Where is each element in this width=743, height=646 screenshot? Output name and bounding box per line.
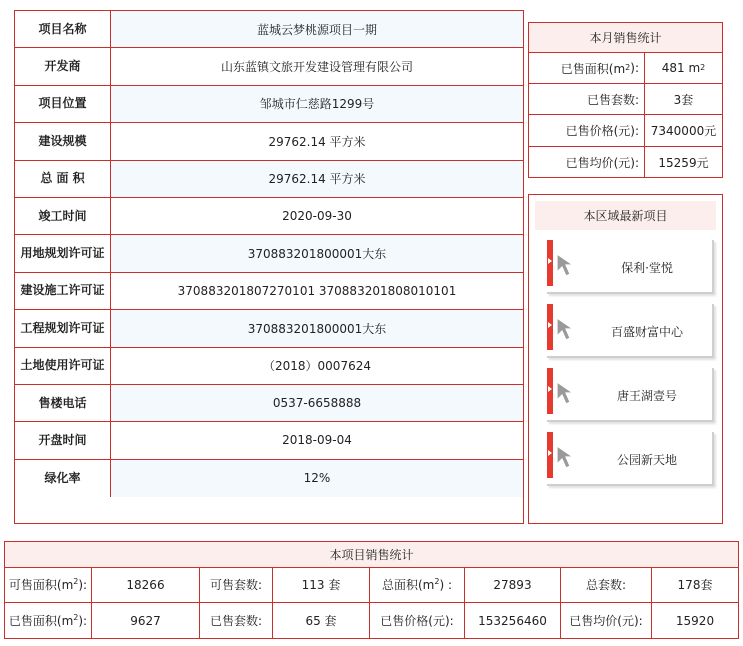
sold-area-value: 9627 bbox=[92, 603, 200, 638]
info-row-land-plan-permit bbox=[15, 235, 523, 272]
sellable-units-value: 113 套 bbox=[273, 568, 370, 602]
sellable-units-label: 可售套数: bbox=[200, 568, 273, 602]
info-value: 29762.14 平方米 bbox=[268, 134, 366, 149]
project-stats-title: 本项目销售统计 bbox=[5, 542, 738, 568]
label-text: 总面积$(m^2)$ : bbox=[381, 577, 452, 592]
info-value: 370883201800001大东 bbox=[111, 310, 523, 346]
info-row-location bbox=[15, 86, 523, 123]
info-value: 0537-6658888 bbox=[111, 385, 523, 421]
total-units-value: 178套 bbox=[677, 578, 713, 592]
sold-units-label: 已售套数: bbox=[200, 603, 273, 638]
monthly-sold-units-value: 3套 bbox=[673, 92, 694, 107]
area-new-projects bbox=[528, 194, 723, 524]
info-row-construction-permit bbox=[15, 273, 523, 310]
info-label: 总 面 积 bbox=[15, 161, 111, 197]
project-name: 保利·堂悦 bbox=[621, 260, 673, 275]
accent-bar bbox=[547, 304, 553, 350]
info-row-sales-phone bbox=[15, 385, 523, 422]
info-label: 竣工时间 bbox=[15, 198, 111, 234]
sellable-area-value: 18266 bbox=[92, 568, 200, 602]
monthly-avg-price-row bbox=[529, 147, 722, 178]
info-value: 370883201807270101 370883201808010101 bbox=[177, 283, 457, 298]
monthly-sold-area-label: 已售面积(m 2 ): bbox=[529, 53, 645, 83]
project-stats-row-sold bbox=[5, 603, 738, 638]
cursor-arrow-icon bbox=[555, 444, 577, 470]
cursor-arrow-icon bbox=[555, 380, 577, 406]
sold-area-label bbox=[5, 603, 92, 638]
project-info-table bbox=[14, 10, 524, 524]
label-text: 已售面积(m bbox=[560, 61, 626, 76]
info-value: 370883201800001大东 bbox=[111, 235, 523, 271]
info-row-land-use-permit bbox=[15, 348, 523, 385]
total-area-value: 27893 bbox=[465, 568, 561, 602]
project-sales-stats bbox=[4, 541, 739, 639]
project-name: 百盛财富中心 bbox=[610, 324, 683, 339]
monthly-sold-units-label: 已售套数: bbox=[529, 84, 645, 114]
monthly-sold-area-value: 481 m 2 bbox=[661, 61, 706, 76]
project-link-2[interactable] bbox=[547, 368, 714, 422]
info-label: 开盘时间 bbox=[15, 422, 111, 458]
project-link-1[interactable] bbox=[547, 304, 714, 358]
info-value: 2018-09-04 bbox=[282, 433, 352, 448]
total-units-label: 总套数: bbox=[561, 568, 652, 602]
label-text: 已售面积$(m^2)$: bbox=[8, 612, 88, 628]
info-label: 项目位置 bbox=[15, 86, 111, 122]
info-row-name bbox=[15, 11, 523, 48]
info-value: 山东蓝镇文旅开发建设管理有限公司 bbox=[220, 60, 413, 75]
value-text: 481 m bbox=[661, 61, 701, 76]
monthly-sales-stats bbox=[528, 22, 723, 178]
project-name: 唐王湖壹号 bbox=[616, 388, 677, 403]
label-text: 可售面积$(m^2)$: bbox=[8, 577, 88, 592]
info-value: 蓝城云梦桃源项目一期 bbox=[111, 11, 523, 47]
sold-avg-price-value: 15920 bbox=[675, 613, 715, 628]
accent-bar bbox=[547, 432, 553, 478]
monthly-sold-price-value: 7340000元 bbox=[650, 123, 717, 138]
info-label: 售楼电话 bbox=[15, 385, 111, 421]
info-label: 用地规划许可证 bbox=[15, 235, 111, 271]
cursor-arrow-icon bbox=[555, 316, 577, 342]
total-area-label bbox=[370, 568, 465, 602]
info-label: 工程规划许可证 bbox=[15, 310, 111, 346]
monthly-sold-area-row bbox=[529, 53, 722, 84]
info-label: 绿化率 bbox=[15, 460, 111, 497]
project-link-0[interactable] bbox=[547, 240, 714, 294]
info-label: 建设规模 bbox=[15, 123, 111, 159]
info-row-opening-date bbox=[15, 422, 523, 459]
sold-units-value: 65 套 bbox=[273, 603, 370, 638]
sold-price-label: 已售价格(元): bbox=[370, 603, 465, 638]
sold-avg-price-label: 已售均价(元): bbox=[561, 603, 652, 638]
monthly-stats-title: 本月销售统计 bbox=[529, 23, 722, 53]
info-row-green-rate bbox=[15, 460, 523, 497]
info-value: 12% bbox=[111, 460, 523, 497]
info-label: 建设施工许可证 bbox=[15, 273, 111, 309]
monthly-sold-price-label: 已售价格(元): bbox=[529, 115, 645, 145]
sold-price-value: 153256460 bbox=[465, 603, 561, 638]
info-value: （2018）0007624 bbox=[263, 359, 371, 374]
info-label: 土地使用许可证 bbox=[15, 348, 111, 384]
accent-bar bbox=[547, 368, 553, 414]
info-row-engineering-permit bbox=[15, 310, 523, 347]
monthly-sold-units-row bbox=[529, 84, 722, 115]
label-text: ): bbox=[630, 61, 639, 76]
monthly-avg-price-label: 已售均价(元): bbox=[529, 147, 645, 178]
info-value: 邹城市仁慈路1299号 bbox=[111, 86, 523, 122]
info-row-scale bbox=[15, 123, 523, 160]
info-label: 开发商 bbox=[15, 48, 111, 84]
project-link-3[interactable] bbox=[547, 432, 714, 486]
project-name: 公园新天地 bbox=[616, 452, 677, 467]
area-new-projects-title: 本区域最新项目 bbox=[535, 201, 716, 230]
monthly-avg-price-value: 15259元 bbox=[658, 155, 709, 170]
accent-bar bbox=[547, 240, 553, 286]
cursor-arrow-icon bbox=[555, 252, 577, 278]
sellable-area-label bbox=[5, 568, 92, 602]
project-stats-row-available bbox=[5, 568, 738, 603]
monthly-sold-price-row bbox=[529, 115, 722, 146]
info-row-total-area bbox=[15, 161, 523, 198]
info-row-completion bbox=[15, 198, 523, 235]
info-label: 项目名称 bbox=[15, 11, 111, 47]
info-value: 2020-09-30 bbox=[282, 209, 352, 224]
info-value: 29762.14 平方米 bbox=[111, 161, 523, 197]
info-row-developer bbox=[15, 48, 523, 85]
